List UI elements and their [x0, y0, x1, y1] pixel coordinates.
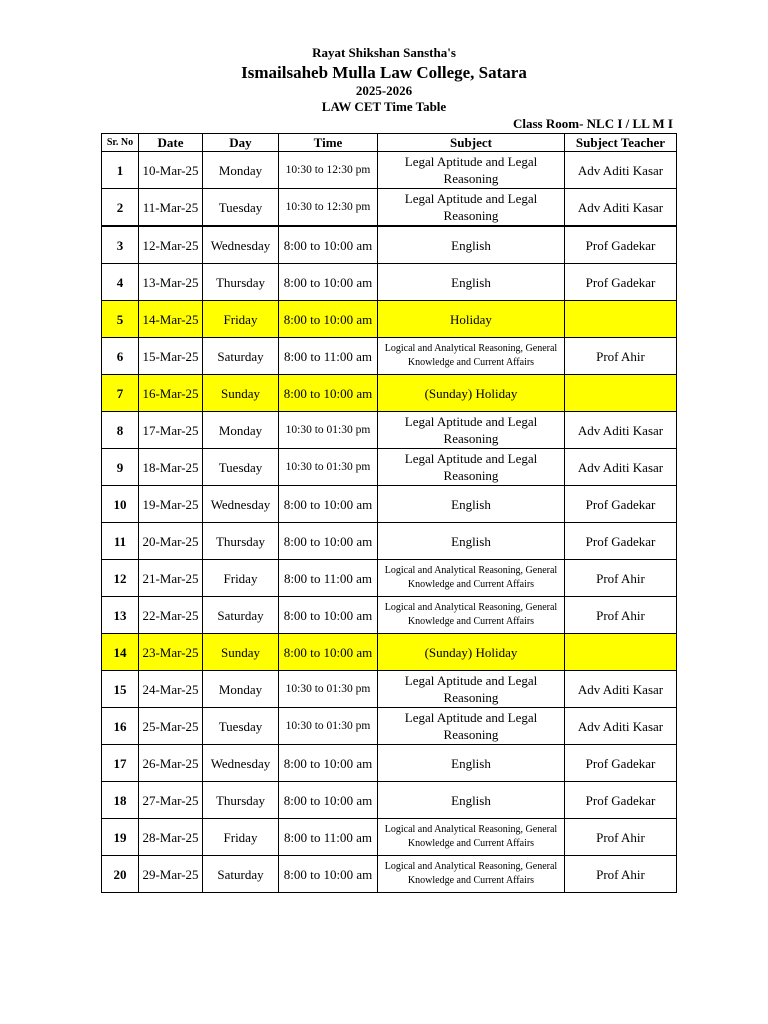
time-cell: 10:30 to 01:30 pm — [279, 449, 378, 486]
date-cell: 13-Mar-25 — [139, 264, 203, 301]
day-cell: Tuesday — [203, 708, 279, 745]
day-cell: Monday — [203, 671, 279, 708]
column-header-teacher: Subject Teacher — [565, 134, 677, 152]
day-cell: Thursday — [203, 782, 279, 819]
subject-cell: Legal Aptitude and Legal Reasoning — [378, 449, 565, 486]
subject-cell: (Sunday) Holiday — [378, 375, 565, 412]
date-cell: 15-Mar-25 — [139, 338, 203, 375]
date-cell: 28-Mar-25 — [139, 819, 203, 856]
column-header-time: Time — [279, 134, 378, 152]
time-cell: 8:00 to 10:00 am — [279, 782, 378, 819]
date-cell: 10-Mar-25 — [139, 152, 203, 189]
subject-cell: English — [378, 745, 565, 782]
date-cell: 26-Mar-25 — [139, 745, 203, 782]
table-row — [102, 375, 677, 412]
day-cell: Wednesday — [203, 226, 279, 264]
date-cell: 25-Mar-25 — [139, 708, 203, 745]
teacher-cell: Prof Gadekar — [565, 782, 677, 819]
teacher-cell: Adv Aditi Kasar — [565, 189, 677, 227]
day-cell: Friday — [203, 560, 279, 597]
sr-no-cell: 8 — [102, 412, 139, 449]
day-cell: Saturday — [203, 597, 279, 634]
teacher-cell: Prof Gadekar — [565, 486, 677, 523]
teacher-cell: Prof Ahir — [565, 338, 677, 375]
time-cell: 8:00 to 10:00 am — [279, 301, 378, 338]
subject-cell: Logical and Analytical Reasoning, General Knowledge and Current Affairs — [378, 560, 565, 597]
day-cell: Sunday — [203, 375, 279, 412]
time-cell: 8:00 to 10:00 am — [279, 523, 378, 560]
sr-no-cell: 1 — [102, 152, 139, 189]
institution-name: Rayat Shikshan Sanstha's — [312, 45, 456, 60]
sr-no-cell: 16 — [102, 708, 139, 745]
day-cell: Thursday — [203, 264, 279, 301]
subject-cell: Legal Aptitude and Legal Reasoning — [378, 152, 565, 189]
time-cell: 8:00 to 10:00 am — [279, 634, 378, 671]
date-cell: 12-Mar-25 — [139, 226, 203, 264]
teacher-cell — [565, 301, 677, 338]
table-row — [102, 189, 677, 227]
date-cell: 29-Mar-25 — [139, 856, 203, 893]
table-row — [102, 856, 677, 893]
teacher-cell: Adv Aditi Kasar — [565, 671, 677, 708]
day-cell: Wednesday — [203, 745, 279, 782]
subject-cell: English — [378, 782, 565, 819]
time-cell: 8:00 to 11:00 am — [279, 560, 378, 597]
day-cell: Wednesday — [203, 486, 279, 523]
subject-cell: English — [378, 486, 565, 523]
sr-no-cell: 5 — [102, 301, 139, 338]
time-cell: 10:30 to 01:30 pm — [279, 708, 378, 745]
teacher-cell: Prof Ahir — [565, 856, 677, 893]
time-cell: 10:30 to 01:30 pm — [279, 412, 378, 449]
time-cell: 8:00 to 10:00 am — [279, 856, 378, 893]
day-cell: Tuesday — [203, 449, 279, 486]
sr-no-cell: 10 — [102, 486, 139, 523]
teacher-cell: Adv Aditi Kasar — [565, 152, 677, 189]
time-cell: 8:00 to 11:00 am — [279, 819, 378, 856]
table-row — [102, 152, 677, 189]
table-row — [102, 523, 677, 560]
table-row — [102, 634, 677, 671]
day-cell: Thursday — [203, 523, 279, 560]
day-cell: Saturday — [203, 856, 279, 893]
day-cell: Sunday — [203, 634, 279, 671]
time-cell: 10:30 to 12:30 pm — [279, 189, 378, 227]
sr-no-cell: 14 — [102, 634, 139, 671]
sr-no-cell: 7 — [102, 375, 139, 412]
teacher-cell: Prof Ahir — [565, 819, 677, 856]
day-cell: Saturday — [203, 338, 279, 375]
teacher-cell: Prof Gadekar — [565, 523, 677, 560]
sr-no-cell: 17 — [102, 745, 139, 782]
subject-cell: Legal Aptitude and Legal Reasoning — [378, 412, 565, 449]
subject-cell: Logical and Analytical Reasoning, General Knowledge and Current Affairs — [378, 856, 565, 893]
column-header-day: Day — [203, 134, 279, 152]
table-row — [102, 671, 677, 708]
sr-no-cell: 4 — [102, 264, 139, 301]
date-cell: 21-Mar-25 — [139, 560, 203, 597]
subject-cell: Legal Aptitude and Legal Reasoning — [378, 708, 565, 745]
sr-no-cell: 20 — [102, 856, 139, 893]
sr-no-cell: 9 — [102, 449, 139, 486]
day-cell: Tuesday — [203, 189, 279, 227]
date-cell: 17-Mar-25 — [139, 412, 203, 449]
table-header-row — [102, 134, 677, 152]
time-cell: 8:00 to 10:00 am — [279, 486, 378, 523]
date-cell: 18-Mar-25 — [139, 449, 203, 486]
column-header-date: Date — [139, 134, 203, 152]
date-cell: 16-Mar-25 — [139, 375, 203, 412]
subject-cell: Legal Aptitude and Legal Reasoning — [378, 671, 565, 708]
subject-cell: English — [378, 523, 565, 560]
sr-no-cell: 18 — [102, 782, 139, 819]
table-row — [102, 819, 677, 856]
subject-cell: Logical and Analytical Reasoning, General Knowledge and Current Affairs — [378, 819, 565, 856]
sr-no-cell: 6 — [102, 338, 139, 375]
column-header-sr-no: Sr. No — [102, 134, 139, 152]
table-row — [102, 264, 677, 301]
sr-no-cell: 19 — [102, 819, 139, 856]
table-row — [102, 745, 677, 782]
teacher-cell: Prof Ahir — [565, 560, 677, 597]
time-cell: 8:00 to 10:00 am — [279, 375, 378, 412]
time-cell: 8:00 to 10:00 am — [279, 745, 378, 782]
column-header-subject: Subject — [378, 134, 565, 152]
subject-cell: English — [378, 226, 565, 264]
subject-cell: Holiday — [378, 301, 565, 338]
day-cell: Monday — [203, 412, 279, 449]
table-row — [102, 301, 677, 338]
teacher-cell: Adv Aditi Kasar — [565, 708, 677, 745]
subject-cell: English — [378, 264, 565, 301]
teacher-cell: Prof Ahir — [565, 597, 677, 634]
day-cell: Monday — [203, 152, 279, 189]
subject-cell: Legal Aptitude and Legal Reasoning — [378, 189, 565, 227]
sr-no-cell: 3 — [102, 226, 139, 264]
date-cell: 22-Mar-25 — [139, 597, 203, 634]
college-name: Ismailsaheb Mulla Law College, Satara — [241, 63, 527, 82]
document-title: LAW CET Time Table — [321, 99, 447, 114]
subject-cell: (Sunday) Holiday — [378, 634, 565, 671]
time-cell: 8:00 to 10:00 am — [279, 226, 378, 264]
day-cell: Friday — [203, 819, 279, 856]
classroom-label: Class Room- NLC I / LL M I — [513, 116, 673, 131]
date-cell: 14-Mar-25 — [139, 301, 203, 338]
table-row — [102, 412, 677, 449]
date-cell: 11-Mar-25 — [139, 189, 203, 227]
table-row — [102, 560, 677, 597]
time-cell: 8:00 to 11:00 am — [279, 338, 378, 375]
sr-no-cell: 2 — [102, 189, 139, 227]
sr-no-cell: 11 — [102, 523, 139, 560]
table-row — [102, 449, 677, 486]
day-cell: Friday — [203, 301, 279, 338]
time-cell: 8:00 to 10:00 am — [279, 597, 378, 634]
sr-no-cell: 15 — [102, 671, 139, 708]
teacher-cell: Adv Aditi Kasar — [565, 449, 677, 486]
time-cell: 10:30 to 12:30 pm — [279, 152, 378, 189]
teacher-cell: Prof Gadekar — [565, 226, 677, 264]
teacher-cell: Prof Gadekar — [565, 745, 677, 782]
time-cell: 10:30 to 01:30 pm — [279, 671, 378, 708]
date-cell: 20-Mar-25 — [139, 523, 203, 560]
date-cell: 23-Mar-25 — [139, 634, 203, 671]
table-row — [102, 226, 677, 264]
teacher-cell: Adv Aditi Kasar — [565, 412, 677, 449]
sr-no-cell: 13 — [102, 597, 139, 634]
academic-year: 2025-2026 — [355, 83, 413, 98]
table-row — [102, 597, 677, 634]
date-cell: 27-Mar-25 — [139, 782, 203, 819]
teacher-cell — [565, 634, 677, 671]
teacher-cell — [565, 375, 677, 412]
sr-no-cell: 12 — [102, 560, 139, 597]
table-row — [102, 782, 677, 819]
table-row — [102, 338, 677, 375]
date-cell: 24-Mar-25 — [139, 671, 203, 708]
teacher-cell: Prof Gadekar — [565, 264, 677, 301]
date-cell: 19-Mar-25 — [139, 486, 203, 523]
time-cell: 8:00 to 10:00 am — [279, 264, 378, 301]
timetable — [101, 133, 677, 893]
table-row — [102, 486, 677, 523]
table-row — [102, 708, 677, 745]
subject-cell: Logical and Analytical Reasoning, General Knowledge and Current Affairs — [378, 597, 565, 634]
subject-cell: Logical and Analytical Reasoning, General Knowledge and Current Affairs — [378, 338, 565, 375]
